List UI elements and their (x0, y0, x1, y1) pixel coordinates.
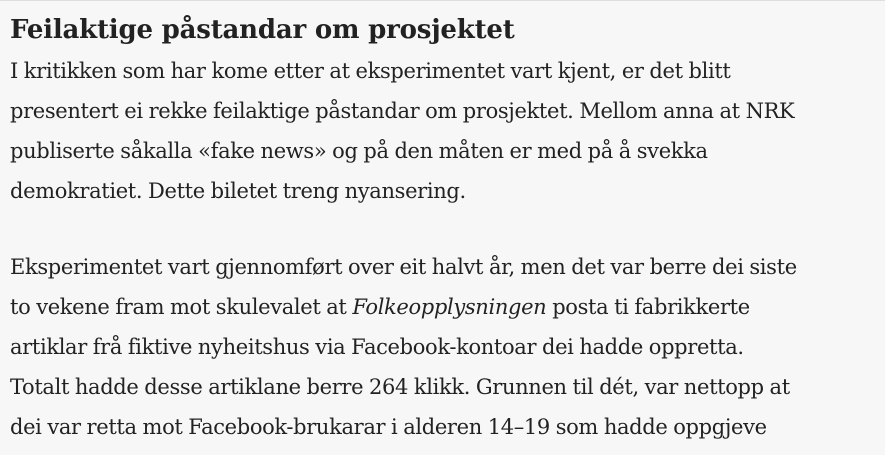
paragraph-2-line: dei var retta mot Facebook-brukarar i alderen 14–19 som hadde oppgjeve (10, 415, 767, 439)
paragraph-2-line (10, 287, 875, 327)
paragraph-1 (10, 51, 875, 211)
paragraph-1-line: presentert ei rekke feilaktige påstandar om prosjektet. Mellom anna at NRK (10, 99, 795, 123)
paragraph-2-text: to vekene fram mot skulevalet at (10, 295, 353, 319)
paragraph-1-line: publiserte såkalla «fake news» og på den måten er med på å svekka (10, 139, 708, 163)
program-title-emphasis: Folkeopplysningen (352, 295, 547, 319)
section-heading: Feilaktige påstandar om prosjektet (10, 15, 515, 45)
paragraph-2 (10, 247, 875, 447)
paragraph-2-line: artiklar frå fiktive nyheitshus via Facebook-kontoar dei hadde oppretta. (10, 335, 744, 359)
paragraph-1-line: I kritikken som har kome etter at eksperimentet vart kjent, er det blitt (10, 59, 731, 83)
paragraph-1-line: demokratiet. Dette biletet treng nyansering. (10, 179, 466, 203)
article (0, 13, 885, 447)
paragraph-2-line: Totalt hadde desse artiklane berre 264 klikk. Grunnen til dét, var nettopp at (10, 375, 790, 399)
paragraph-2-text: posta ti fabrikkerte (546, 295, 750, 319)
paragraph-2-line: Eksperimentet vart gjennomført over eit halvt år, men det var berre dei siste (10, 255, 797, 279)
